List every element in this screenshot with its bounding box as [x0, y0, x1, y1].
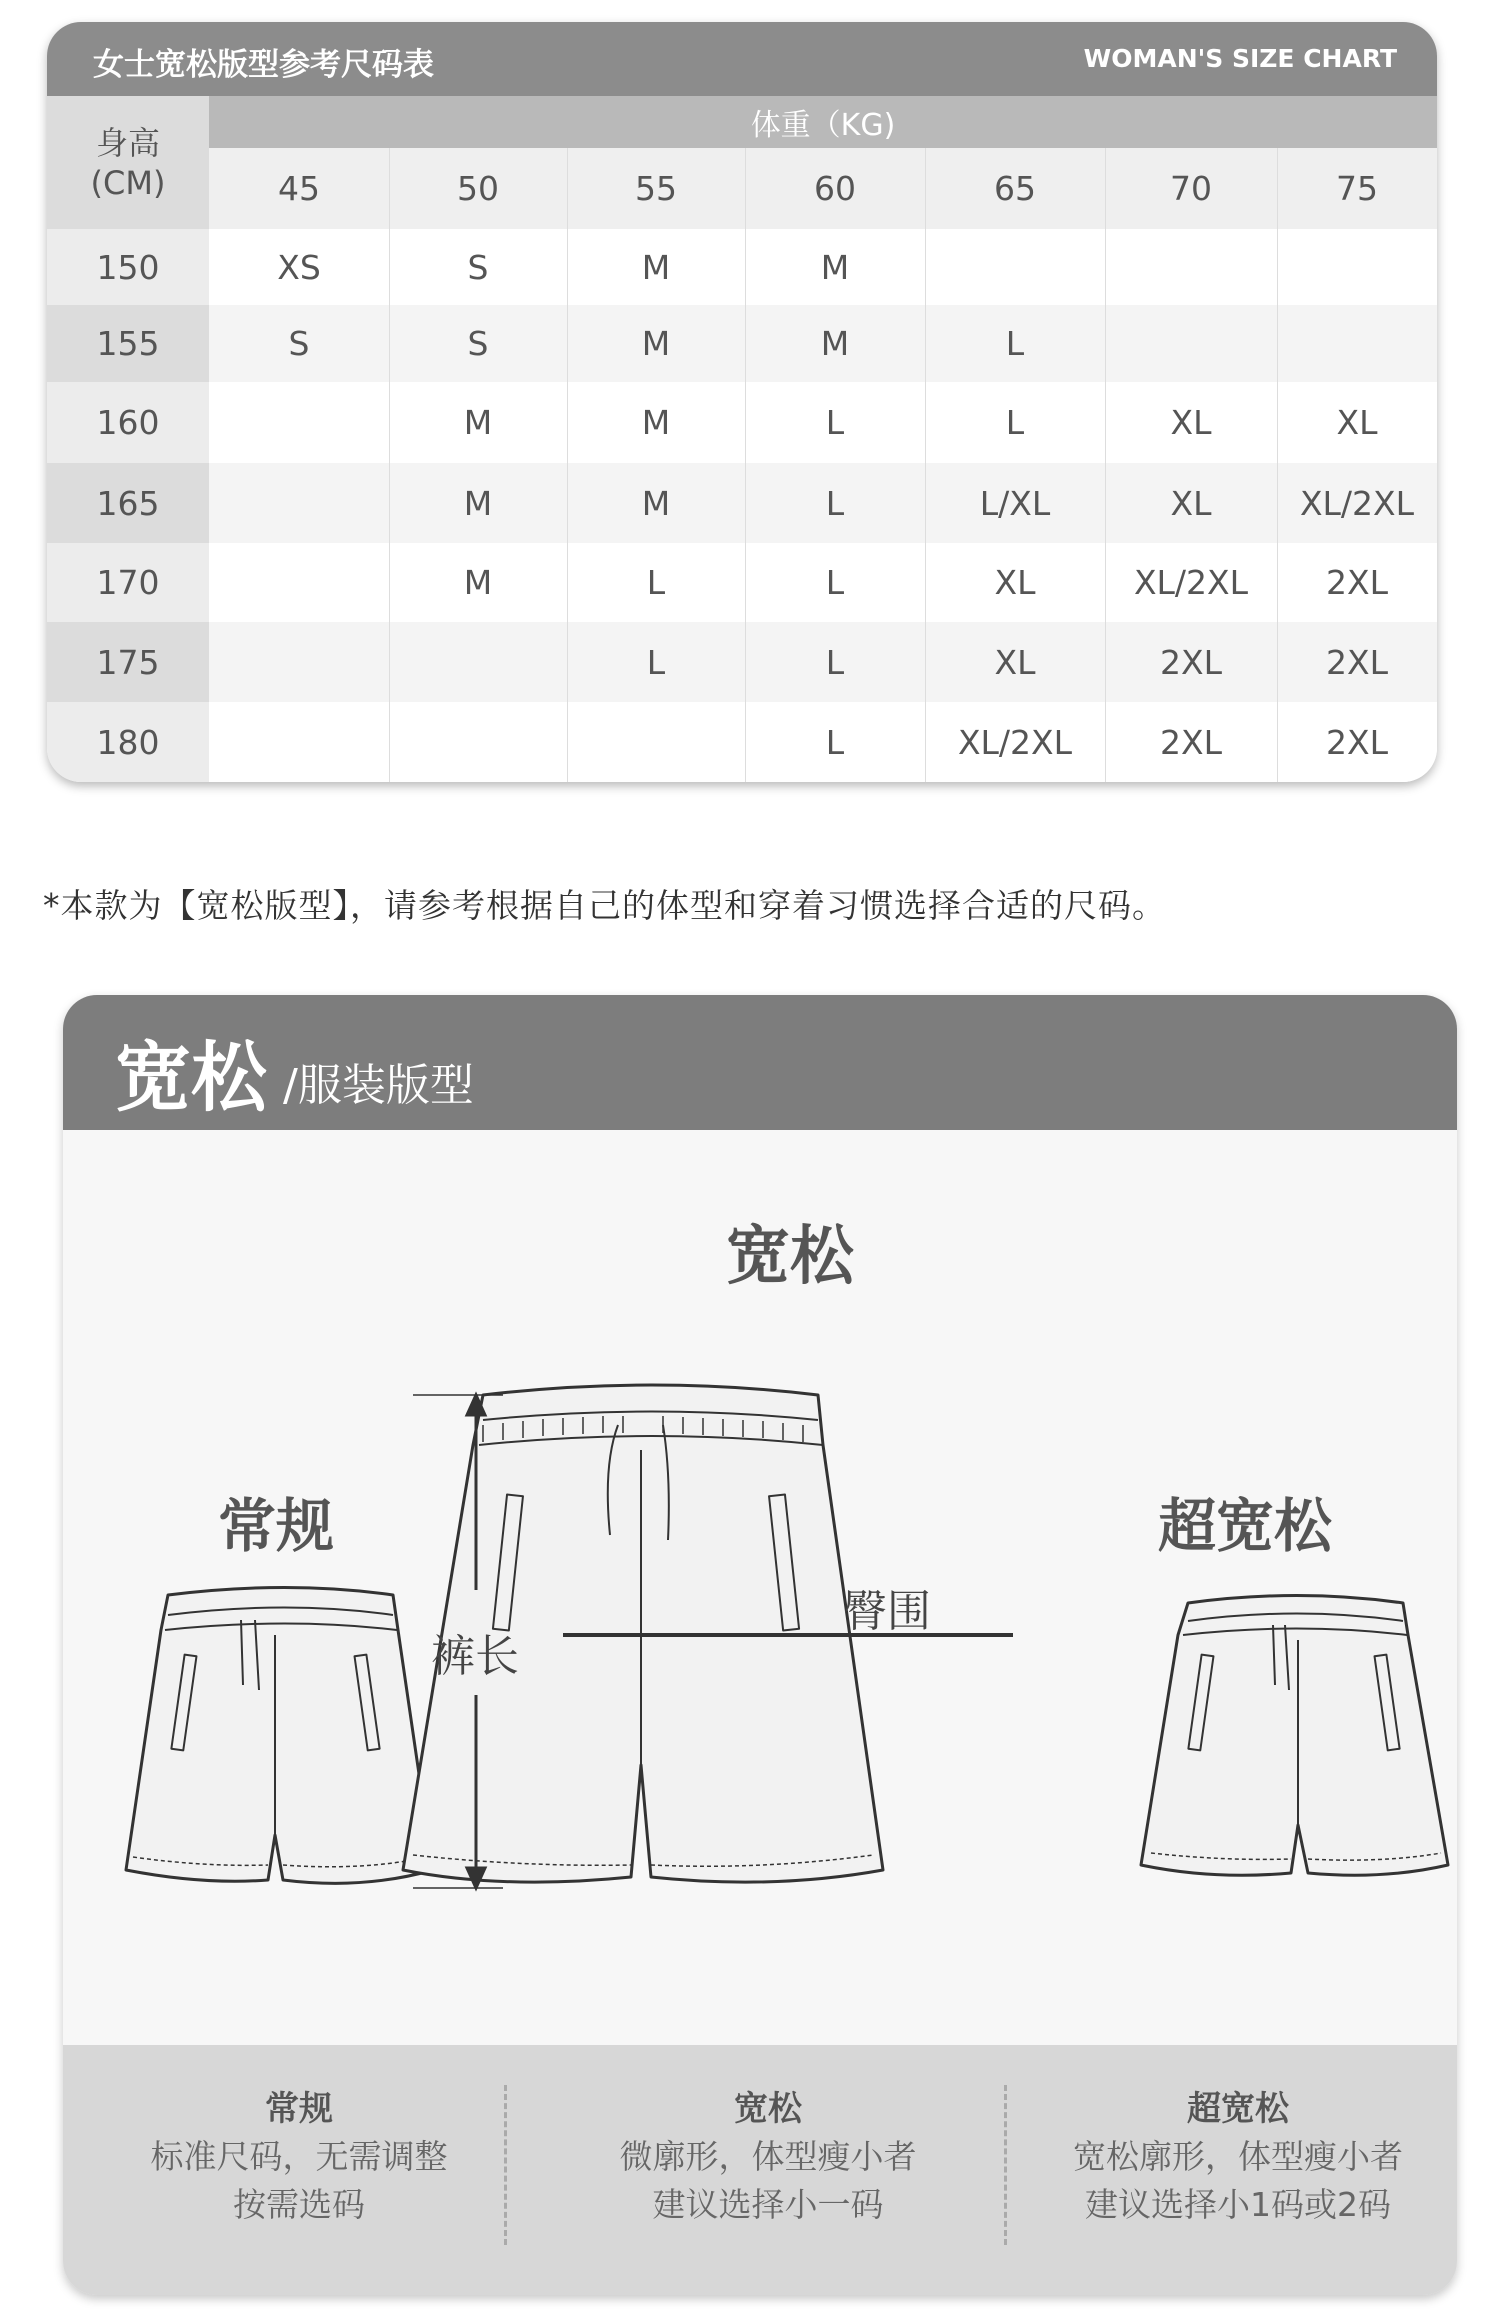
height-value: 170 [47, 543, 209, 622]
size-chart-title: 女士宽松版型参考尺码表 [93, 47, 434, 83]
weight-value: 75 [1277, 148, 1437, 229]
size-cell: S [389, 229, 567, 305]
loose-fit-label: 宽松 [726, 1220, 854, 1294]
divider [504, 2085, 507, 2245]
size-cell: M [567, 463, 745, 543]
size-cell: L [745, 463, 925, 543]
fit-subtitle: /服装版型 [283, 1060, 474, 1111]
loose-guide [548, 2085, 988, 2229]
size-cell [389, 622, 567, 702]
extra-loose-guide-line1: 宽松廓形，体型瘦小者 [1073, 2137, 1403, 2176]
size-cell [209, 622, 389, 702]
size-cell [567, 702, 745, 782]
height-header-text: 身高 [95, 123, 160, 162]
size-cell [1105, 229, 1277, 305]
size-cell: S [209, 305, 389, 382]
size-chart-card [47, 22, 1437, 782]
size-cell: M [567, 305, 745, 382]
size-cell: M [389, 543, 567, 622]
fit-guide [63, 2045, 1457, 2295]
size-cell: L [567, 543, 745, 622]
length-label: 裤长 [431, 1631, 519, 1682]
size-cell [389, 702, 567, 782]
loose-guide-line2: 建议选择小一码 [652, 2185, 884, 2224]
size-cell: L [925, 305, 1105, 382]
size-cell: L [745, 702, 925, 782]
loose-guide-title: 宽松 [734, 2089, 802, 2129]
regular-guide-line1: 标准尺码，无需调整 [150, 2137, 448, 2176]
size-cell: XL [1105, 382, 1277, 463]
size-cell: M [567, 229, 745, 305]
regular-guide [79, 2085, 519, 2229]
size-cell: M [389, 463, 567, 543]
size-cell: XL [925, 543, 1105, 622]
size-cell: 2XL [1277, 543, 1437, 622]
size-cell: L/XL [925, 463, 1105, 543]
size-cell: XL [1277, 382, 1437, 463]
size-cell [1277, 305, 1437, 382]
column-divider [389, 148, 390, 782]
height-header-text: (CM) [90, 163, 166, 202]
height-value: 150 [47, 229, 209, 305]
extra-loose-shorts-drawing [1141, 1596, 1448, 1876]
column-divider [567, 148, 568, 782]
extra-loose-fit-label: 超宽松 [1158, 1492, 1333, 1560]
size-cell: 2XL [1105, 622, 1277, 702]
size-cell: XL [1105, 463, 1277, 543]
size-cell: XS [209, 229, 389, 305]
extra-loose-guide [1018, 2085, 1457, 2229]
size-cell: XL/2XL [1277, 463, 1437, 543]
weight-value: 45 [209, 148, 389, 229]
regular-guide-title: 常规 [265, 2089, 333, 2129]
loose-guide-line1: 微廓形，体型瘦小者 [619, 2137, 917, 2176]
column-divider [745, 148, 746, 782]
fit-note: *本款为【宽松版型】，请参考根据自己的体型和穿着习惯选择合适的尺码。 [43, 886, 1166, 925]
weight-value: 70 [1105, 148, 1277, 229]
size-cell [209, 382, 389, 463]
size-cell: XL/2XL [925, 702, 1105, 782]
size-cell [1277, 229, 1437, 305]
divider [1004, 2085, 1007, 2245]
size-cell [209, 463, 389, 543]
size-cell: M [389, 382, 567, 463]
weight-value: 65 [925, 148, 1105, 229]
size-chart-title-en: WOMAN'S SIZE CHART [1083, 44, 1397, 73]
weight-value: 60 [745, 148, 925, 229]
fit-type-card [63, 995, 1457, 2295]
size-cell: XL/2XL [1105, 543, 1277, 622]
size-cell: L [745, 622, 925, 702]
height-header [47, 96, 209, 229]
size-cell [925, 229, 1105, 305]
size-cell: 2XL [1277, 702, 1437, 782]
height-value: 180 [47, 702, 209, 782]
size-chart-header [47, 22, 1437, 96]
size-table [47, 96, 1437, 782]
weight-value: 55 [567, 148, 745, 229]
extra-loose-guide-line2: 建议选择小1码或2码 [1085, 2185, 1391, 2224]
column-divider [1105, 148, 1106, 782]
size-cell [209, 702, 389, 782]
shorts-illustration [63, 995, 1457, 2045]
regular-shorts-drawing [126, 1588, 433, 1884]
regular-guide-line2: 按需选码 [233, 2185, 365, 2224]
size-cell: M [745, 229, 925, 305]
column-divider [925, 148, 926, 782]
size-cell: M [567, 382, 745, 463]
size-cell: 2XL [1277, 622, 1437, 702]
size-cell: L [925, 382, 1105, 463]
size-cell: L [745, 543, 925, 622]
height-value: 165 [47, 463, 209, 543]
size-cell: M [745, 305, 925, 382]
hip-label: 臀围 [843, 1586, 931, 1637]
fit-title: 宽松 [115, 1033, 267, 1122]
size-cell: 2XL [1105, 702, 1277, 782]
weight-value: 50 [389, 148, 567, 229]
height-value: 160 [47, 382, 209, 463]
size-cell: L [745, 382, 925, 463]
size-cell: XL [925, 622, 1105, 702]
height-value: 175 [47, 622, 209, 702]
weight-header: 体重（KG) [209, 96, 1437, 148]
size-cell: S [389, 305, 567, 382]
size-cell: L [567, 622, 745, 702]
regular-fit-label: 常规 [218, 1492, 335, 1560]
height-value: 155 [47, 305, 209, 382]
size-cell [1105, 305, 1277, 382]
extra-loose-guide-title: 超宽松 [1187, 2089, 1289, 2129]
column-divider [1277, 148, 1278, 782]
size-cell [209, 543, 389, 622]
